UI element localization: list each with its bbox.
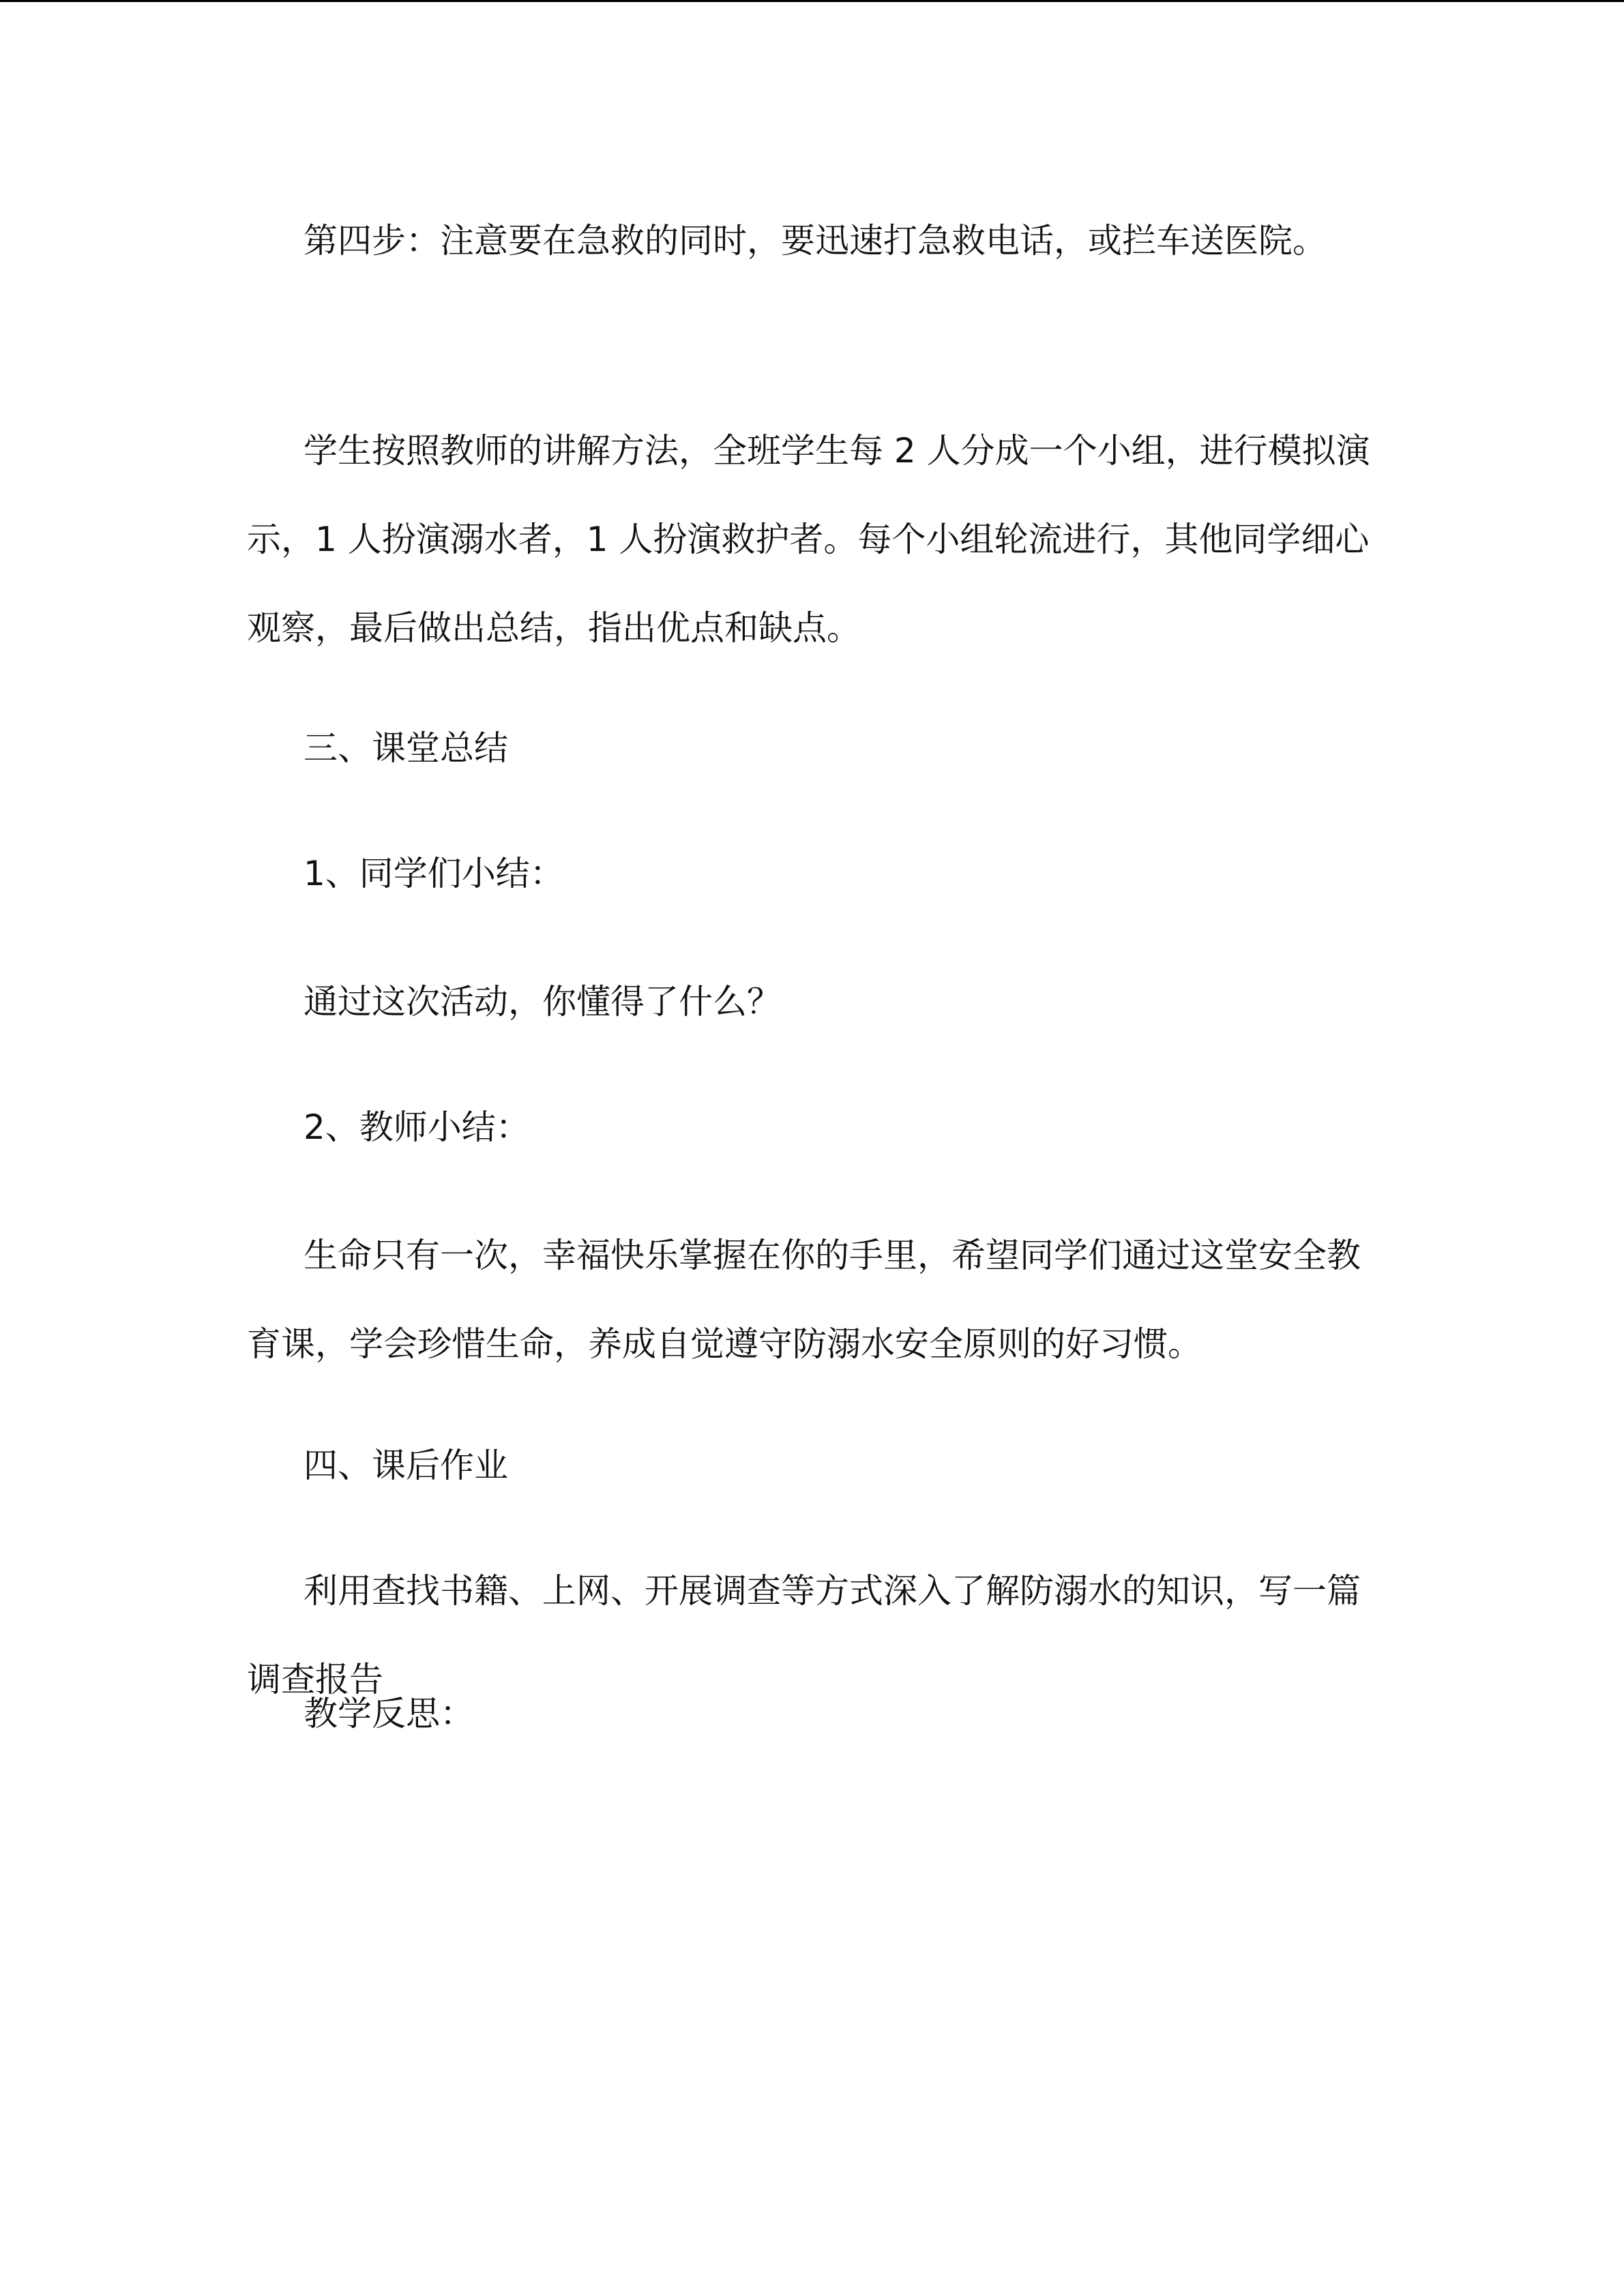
paragraph-student-practice: 学生按照教师的讲解方法，全班学生每 2 人分成一个小组，进行模拟演示，1 人扮演溺水者，1 人扮演救护者。每个小组轮流进行，其他同学细心观察，最后做出总结，指出优点和缺点。 [247,431,1370,648]
section-heading-homework: 四、课后作业 [304,1446,508,1485]
section-heading-class-summary: 三、课堂总结 [304,728,508,768]
paragraph-teacher-summary: 生命只有一次，幸福快乐掌握在你的手里，希望同学们通过这堂安全教育课，学会珍惜生命，养成自觉遵守防溺水安全原则的好习惯。 [247,1236,1361,1364]
subheading-student-summary: 1、同学们小结： [304,854,564,893]
paragraph-homework: 利用查找书籍、上网、开展调查等方式深入了解防溺水的知识，写一篇调查报告 [247,1571,1361,1699]
subheading-teacher-summary: 2、教师小结： [304,1107,530,1147]
paragraph-question: 通过这次活动，你懂得了什么？ [304,982,781,1022]
paragraph-step-four: 第四步：注意要在急救的同时，要迅速打急救电话，或拦车送医院。 [304,221,1327,260]
paragraph-teaching-reflection: 教学反思： [304,1694,474,1733]
